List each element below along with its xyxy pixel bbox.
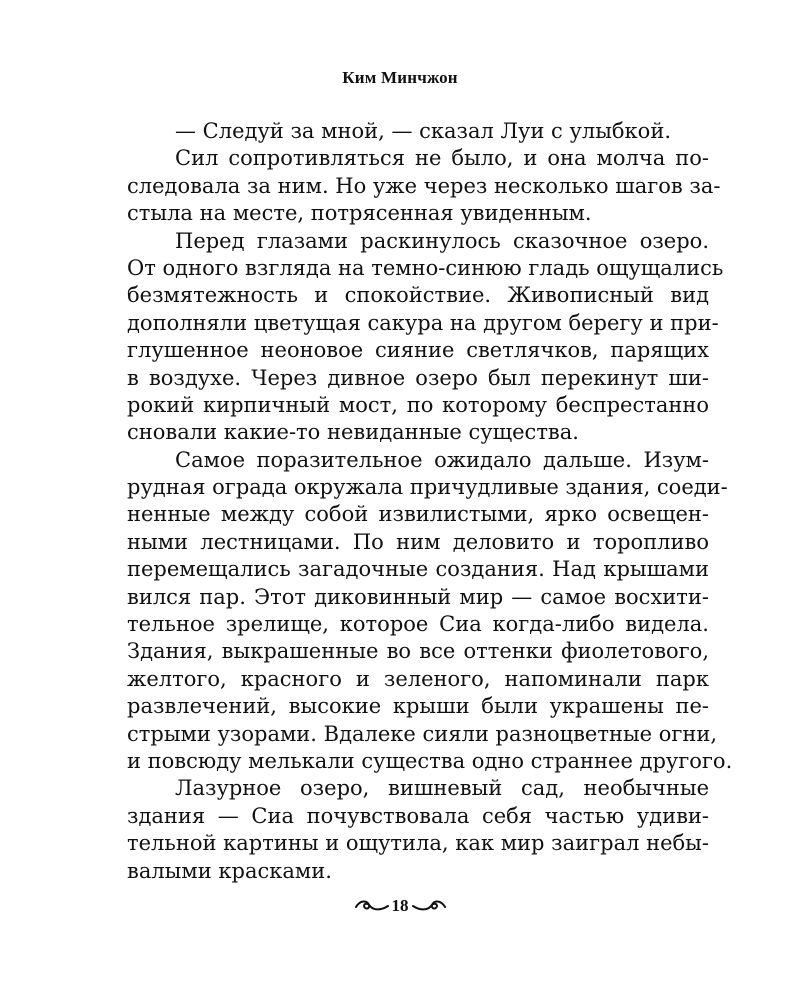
page-footer [0, 893, 800, 919]
body-text [127, 118, 733, 885]
text-line: От одного взгляда на темно-синюю гладь ощущались [127, 255, 724, 280]
text-line: следовала за ним. Но уже через несколько шагов за- [127, 173, 721, 198]
text-line: вился пар. Этот диковинный мир — самое восхити- [127, 584, 709, 609]
text-line: сновали какие-то невиданные существа. [127, 420, 579, 445]
text-line: желтого, красного и зеленого, напоминали парк [127, 666, 709, 691]
text-line: и повсюду мелькали существа одно страннее другого. [127, 748, 733, 773]
text-line: в воздухе. Через дивное озеро был перекинут ши- [127, 365, 709, 390]
text-line: безмятежность и спокойствие. Живописный вид [127, 283, 709, 308]
text-line: развлечений, высокие крыши были украшены пе- [127, 694, 709, 719]
text-line: стрыми узорами. Вдалеке сияли разноцветные огни, [127, 721, 718, 746]
text-line: — Следуй за мной, — сказал Луи с улыбкой. [175, 119, 671, 143]
paragraph-2 [127, 145, 721, 227]
text-line: рокий кирпичный мост, по которому беспрестанно [127, 392, 709, 417]
text-line: перемещались загадочные создания. Над крышами [127, 557, 709, 582]
text-line: ными лестницами. По ним деловито и торопливо [127, 529, 709, 554]
paragraph-3 [127, 228, 724, 447]
text-line: тельной картины и ощутила, как мир заиграл небы- [127, 831, 709, 856]
text-line: Сил сопротивляться не было, и она молча по- [175, 146, 709, 171]
paragraph-1 [127, 118, 709, 145]
text-line: Самое поразительное ожидало дальше. Изум- [175, 447, 709, 472]
text-line: Перед глазами раскинулось сказочное озеро. [175, 228, 709, 253]
text-line: дополняли цветущая сакура на другом берегу и при- [127, 310, 719, 335]
text-line: здания — Сиа почувствовала себя частью удиви- [127, 803, 709, 828]
text-line: стыла на месте, потрясенная увиденным. [127, 201, 592, 226]
paragraph-5 [127, 775, 709, 885]
text-line: ненные между собой извилистыми, ярко освещен- [127, 502, 709, 527]
page-number: 18 [391, 896, 409, 915]
text-line: рудная ограда окружала причудливые здания, соеди- [127, 475, 728, 500]
text-line: Лазурное озеро, вишневый сад, необычные [175, 776, 709, 801]
left-flourish-icon [355, 898, 389, 914]
paragraph-4 [127, 447, 733, 776]
text-line: глушенное неоновое сияние светлячков, парящих [127, 338, 709, 363]
text-line: Здания, выкрашенные во все оттенки фиолетового, [127, 639, 709, 664]
text-line: тельное зрелище, которое Сиа когда-либо видела. [127, 612, 709, 637]
running-head: Ким Минчжон [342, 68, 458, 87]
right-flourish-icon [412, 898, 446, 914]
text-line: валыми красками. [127, 858, 332, 883]
